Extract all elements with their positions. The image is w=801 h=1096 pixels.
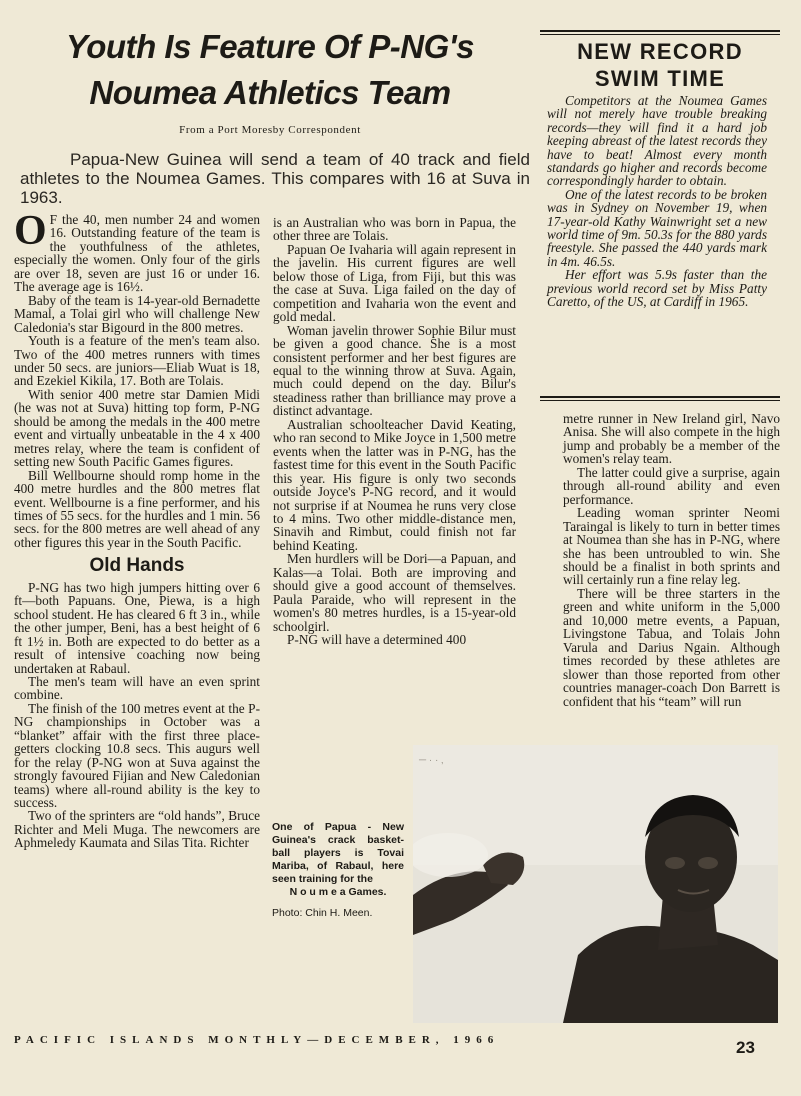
- body-paragraph: P-NG has two high jumpers hitting over 6 ft—both Papuans. One, Piewa, is a high school student. He has cleared 6 ft 3 in., while the other jumper, Beni, has a best height of 6 ft 1½ in. Both are expected to do better as a result of intensive coaching now being undertaken at Rabaul.: [14, 579, 260, 676]
- body-paragraph: There will be three starters in the green and white uniform in the 5,000 and 10,000 metre events, a Papuan, Livingstone Tabua, and Tolais John Varula and Darius Ngain. Although times recorded by these athletes are slower than those reported from other countries manager-coach Don Barrett is confident that his “team” will run: [563, 585, 780, 709]
- body-paragraph: The latter could give a surprise, again through all-round ability and even performance.: [563, 464, 780, 507]
- body-paragraph: Leading woman sprinter Neomi Taraingal is likely to turn in better times at Noumea than she has in P-NG, where she has been untroubled to win. She should be a finalist in both sprints and will certainly run a fine relay leg.: [563, 505, 780, 588]
- caption-place: N o u m e a Games.: [289, 886, 387, 898]
- sidebar-top-rule-thin: [540, 34, 780, 35]
- body-paragraph: metre runner in New Ireland girl, Navo Anisa. She will also compete in the high jump and probably be a member of the women's relay team.: [563, 411, 780, 467]
- intro-paragraph: Papua-New Guinea will send a team of 40 track and field athletes to the Noumea Games. This compares with 16 at Suva in 1963.: [20, 150, 530, 207]
- body-paragraph: With senior 400 metre star Damien Midi (he was not at Suva) hitting top form, P-NG should be among the medals in the 400 metre event and virtually unbeatable in the 4 x 400 metres relay, where the team is confident of setting new South Pacific Games figures.: [14, 386, 260, 470]
- lead-paragraph-text: F the 40, men number 24 and women 16. Outstanding feature of the team is the youthfulness of the athletes, especially the women. Only four of the girls are over 18, seven are just 16 or under 16. The average age is 16½.: [14, 212, 260, 295]
- sidebar-title: [540, 38, 780, 92]
- running-footer: PACIFIC ISLANDS MONTHLY—DECEMBER, 1966: [14, 1034, 500, 1046]
- article-column-3: [563, 412, 780, 708]
- body-paragraph: Two of the sprinters are “old hands”, Bruce Richter and Meli Muga. The newcomers are Aphmeledy Kaumata and Silas Tita. Richter: [14, 808, 260, 851]
- sidebar-top-rule: [540, 30, 780, 32]
- sidebar-paragraph: One of the latest records to be broken was in Sydney on November 19, when 17-year-old Kathy Wainwright set a new world time of 9m. 50.3s for the 880 yards freestyle. She passed the 440 yards mark in 4m. 46.5s.: [547, 186, 767, 269]
- svg-text:─ · · ‚: ─ · · ‚: [419, 755, 444, 766]
- body-paragraph: Baby of the team is 14-year-old Bernadette Mamal, a Tolai girl who will challenge New Caledonia's star Bigourd in the 800 metres.: [14, 292, 260, 335]
- body-paragraph: Australian schoolteacher David Keating, who ran second to Mike Joyce in 1,500 metre events when the latter was in P-NG, has the fastest time for this event in the South Pacific this year. His figure is only two seconds outside Joyce's P-NG record, and it would not surprise if at Noumea he runs very close to 4 mins. Two other middle-distance men, Sinavih and Rimbut, could finish not far behind Keating.: [273, 416, 516, 553]
- sidebar-bottom-rule-thin: [540, 400, 780, 401]
- photo-caption: [272, 821, 404, 920]
- body-paragraph: Men hurdlers will be Dori—a Papuan, and Kalas—a Tolai. Both are improving and should give a good account of themselves. Paula Paraide, who will represent in the women's 80 metres hurdles, is a 15-year-old schoolgirl.: [273, 551, 516, 634]
- drop-cap: O: [14, 208, 47, 254]
- sidebar-title-line-2: SWIM TIME: [594, 66, 726, 91]
- athlete-photo-illustration: [413, 745, 778, 1023]
- headline-line-1: Youth Is Feature Of P-NG's: [65, 28, 474, 65]
- sidebar-bottom-rule: [540, 396, 780, 398]
- body-paragraph: Bill Wellbourne should romp home in the 400 metre hurdles and the 800 metres flat event. Wellbourne is a fine performer, and his times of 55 secs. for the hurdles and 1 min. 56 secs. for the 800 metres are well ahead of any other figures this year in the South Pacific.: [14, 467, 260, 550]
- sidebar-title-line-1: NEW RECORD: [577, 39, 743, 64]
- sidebar-paragraph: Her effort was 5.9s faster than the previous world record set by Miss Patty Caretto, of the US, at Cardiff in 1965.: [547, 267, 767, 310]
- body-paragraph: Youth is a feature of the men's team also. Two of the 400 metres runners with times under 50 secs. are juniors—Eliab Wuat is 18, and Ezekiel Kikila, 17. Both are Tolais.: [14, 333, 260, 389]
- lead-paragraph: [14, 208, 260, 295]
- sidebar-paragraph: Competitors at the Noumea Games will not merely have trouble breaking records—they will find it a hard job keeping abreast of the latest records they have to beat! Almost every month standards go higher and records become correspondingly harder to obtain.: [547, 93, 767, 189]
- caption-text: One of Papua - New Guinea's crack basket-ball players is Tovai Mariba, of Rabaul, here seen training for the: [272, 821, 404, 885]
- body-paragraph: Papuan Oe Ivaharia will again represent in the javelin. His current figures are well below those of Liga, from Fiji, but this was the case at Suva. Liga failed on the day of competition and Ivaharia won the event and gold medal.: [273, 241, 516, 325]
- page-number: 23: [736, 1038, 755, 1057]
- body-paragraph: P-NG will have a determined 400: [287, 632, 467, 648]
- athlete-photo: [413, 745, 778, 1023]
- body-paragraph: The finish of the 100 metres event at the P-NG championships in October was a “blanket” affair with the first three place-getters clocking 10.8 secs. This augurs well for the relay (P-NG won at Suva against the strongly favoured Fijian and New Caledonian teams) where all-round ability is the key to success.: [14, 700, 260, 811]
- body-paragraph: Woman javelin thrower Sophie Bilur must be given a good chance. She is a most consistent performer and her best figures are equal to the winning throw at Suva. Again, much could depend on the day. Bilur's steadiness rather than brilliance may prove a distinct advantage.: [273, 322, 516, 419]
- headline-line-2: Noumea Athletics Team: [89, 74, 451, 111]
- body-paragraph: The men's team will have an even sprint combine.: [14, 673, 260, 703]
- article-column-2: [273, 216, 516, 647]
- byline: From a Port Moresby Correspondent: [179, 124, 361, 136]
- headline: [20, 24, 520, 116]
- photo-credit: Photo: Chin H. Meen.: [272, 907, 373, 919]
- sidebar-body: [547, 94, 767, 309]
- subheading-old-hands: Old Hands: [89, 555, 185, 577]
- body-paragraph: is an Australian who was born in Papua, the other three are Tolais.: [273, 215, 516, 244]
- article-column-1: [14, 208, 260, 851]
